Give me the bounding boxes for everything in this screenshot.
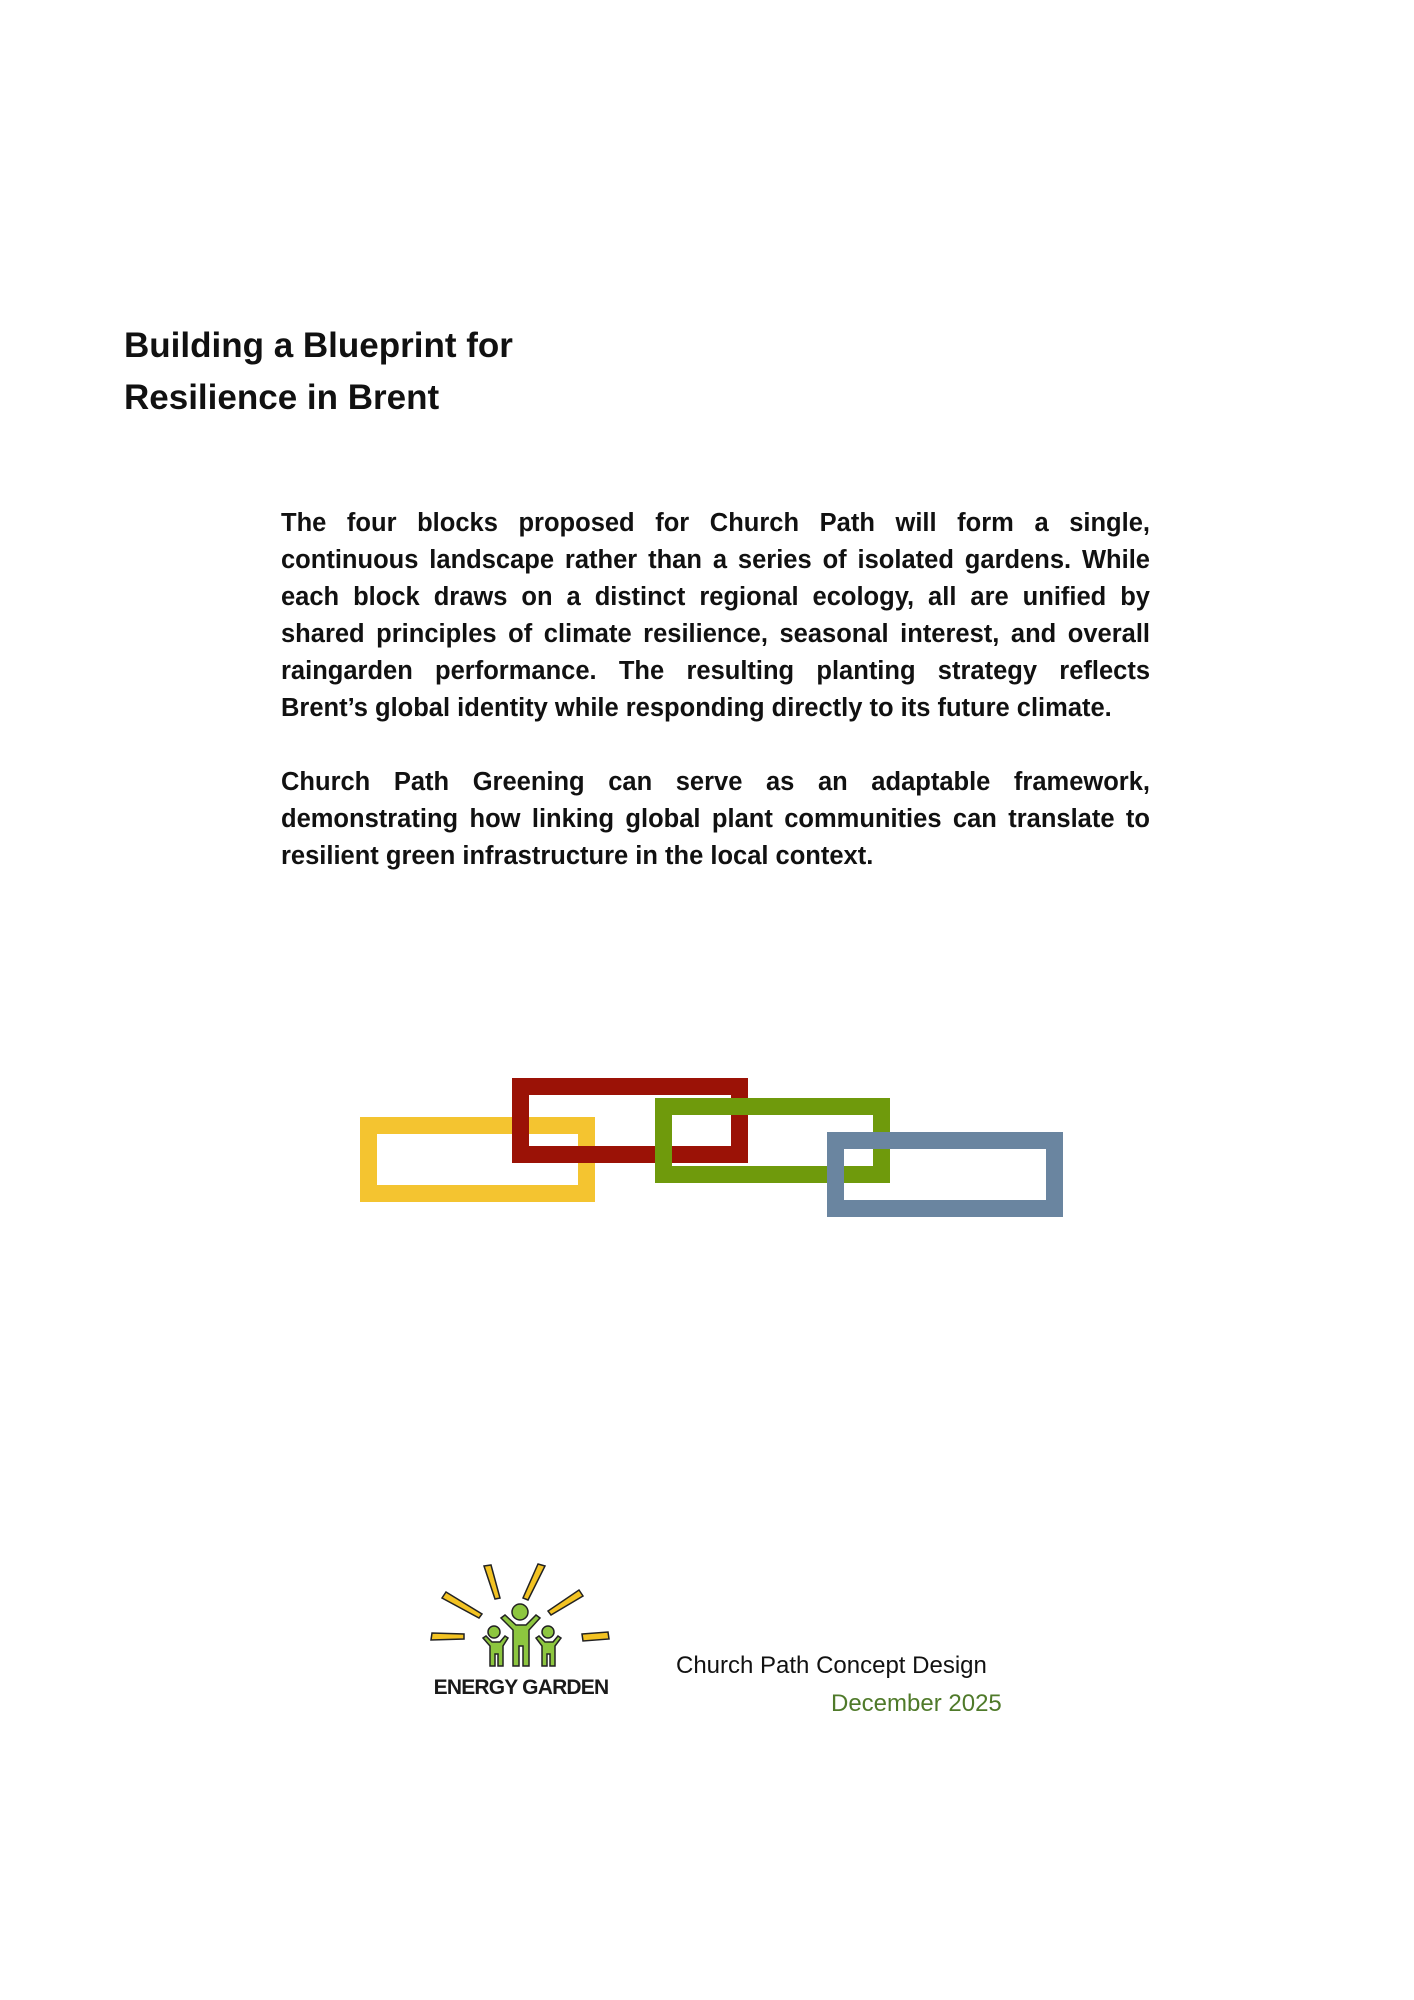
paragraph-2: Church Path Greening can serve as an adaptable framework, demonstrating how linking global plant communities can translate to resilient green infrastructure in the local context. (281, 768, 1150, 870)
red-block (512, 1078, 748, 1163)
title-line-1: Building a Blueprint for (124, 326, 513, 365)
logo-wordmark: ENERGY GARDEN (433, 1676, 609, 1699)
green-block (655, 1098, 890, 1183)
energy-garden-logo (428, 1560, 614, 1710)
paragraph-1: The four blocks proposed for Church Path will form a single, continuous landscape rather than a series of isolated gardens. While each block draws on a distinct regional ecology, all are unified by shared principles of climate resilience, seasonal interest, and overall raingarden performance. The resulting planting strategy reflects Brent’s global identity while responding directly to its future climate. (281, 509, 1150, 722)
yellow-block (360, 1117, 595, 1202)
footer-date: December 2025 (831, 1690, 1002, 1717)
page-title (124, 320, 824, 424)
footer-project-title: Church Path Concept Design (676, 1652, 987, 1679)
energy-garden-emblem-icon (428, 1560, 614, 1678)
body-text (281, 505, 1150, 875)
blue-block (827, 1132, 1063, 1217)
title-line-2: Resilience in Brent (124, 378, 440, 417)
